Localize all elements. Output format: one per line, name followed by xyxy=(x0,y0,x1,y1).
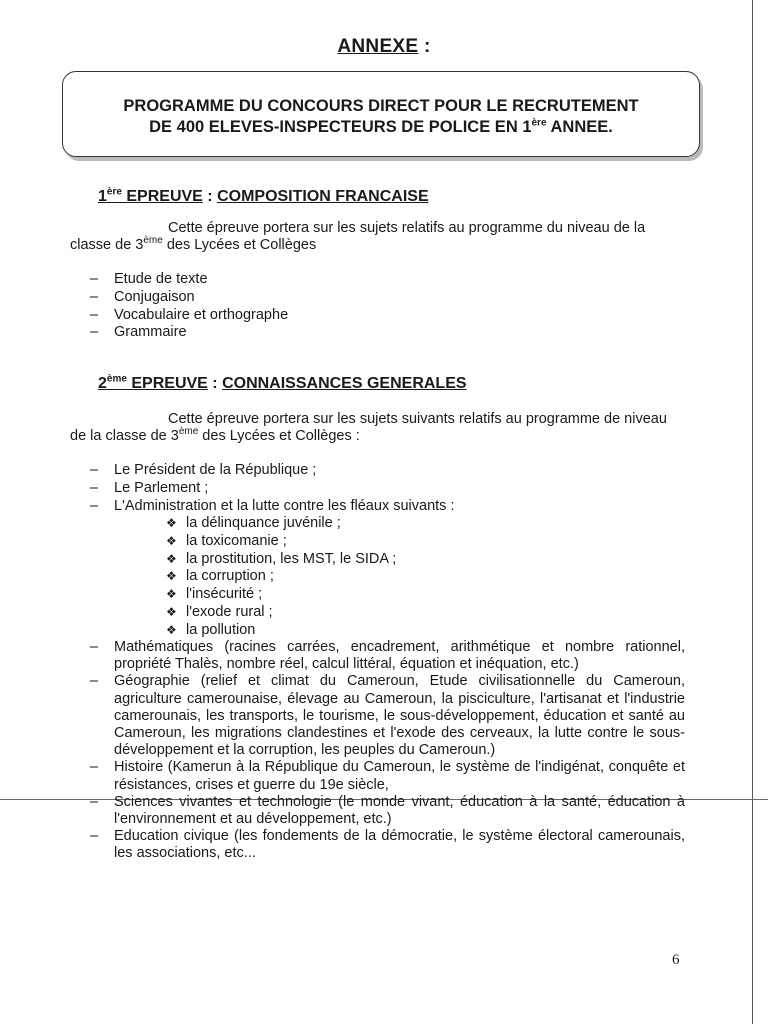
list-item: ❖ la corruption ; xyxy=(166,568,274,585)
list-item: – Etude de texte xyxy=(90,271,208,287)
list-item: ❖ la pollution xyxy=(166,621,256,638)
list-item: ❖ l'insécurité ; xyxy=(166,586,263,603)
list-item: – Education civique (les fondements de la démocratie, le système électoral camerounais, les associations, etc... xyxy=(90,828,685,862)
section1-intro: Cette épreuve portera sur les sujets relatifs au programme du niveau de la classe de 3ème des Lycées et Collèges xyxy=(70,220,646,253)
program-title: PROGRAMME DU CONCOURS DIRECT POUR LE RECRUTEMENT DE 400 ELEVES-INSPECTEURS DE POLICE EN 1ère ANNEE. xyxy=(123,97,639,136)
diamond-bullet-icon: ❖ xyxy=(166,622,177,637)
list-item: – Grammaire xyxy=(90,324,187,341)
list-item: – Histoire (Kamerun à la République du Cameroun, le système de l'indigénat, conquête et résistances, crises et guerre du 19e siècle, xyxy=(90,759,685,793)
diamond-bullet-icon: ❖ xyxy=(166,604,177,619)
list-item: – Mathématiques (racines carrées, encadrement, arithmétique et nombre rationnel, propriété Thalès, nombre réel, calcul littéral, équation et inéquation, etc.) xyxy=(90,639,685,673)
diamond-bullet-icon: ❖ xyxy=(166,533,177,548)
list-item: ❖ la prostitution, les MST, le SIDA ; xyxy=(166,550,397,567)
scan-edge-line xyxy=(752,0,753,1024)
fleaux-list xyxy=(166,515,396,640)
diamond-bullet-icon: ❖ xyxy=(166,587,177,602)
section2-title: 2ème EPREUVE : CONNAISSANCES GENERALES xyxy=(98,373,467,392)
diamond-bullet-icon: ❖ xyxy=(166,551,177,566)
annexe-heading: ANNEXE : xyxy=(337,36,431,57)
list-item: ❖ la délinquance juvénile ; xyxy=(166,515,341,531)
section2-intro: Cette épreuve portera sur les sujets suivants relatifs au programme de niveau de la classe de 3ème des Lycées et Collèges : xyxy=(70,411,667,444)
list-item: – Vocabulaire et orthographe xyxy=(90,306,289,323)
list-item: ❖ la toxicomanie ; xyxy=(166,532,287,549)
subjects-list xyxy=(90,639,685,863)
list-item: – Le Président de la République ; xyxy=(90,462,317,478)
list-item: – L'Administration et la lutte contre les fléaux suivants : xyxy=(90,497,455,514)
section2-list xyxy=(90,462,690,515)
diamond-bullet-icon: ❖ xyxy=(166,516,177,530)
section1-title: 1ère EPREUVE : COMPOSITION FRANCAISE xyxy=(98,186,429,205)
page-number: 6 xyxy=(672,952,680,968)
section1-list xyxy=(90,271,690,342)
list-item: – Sciences vivantes et technologie (le monde vivant, éducation à la santé, éducation à l'environnement et au développement, etc.) xyxy=(90,793,685,828)
diamond-bullet-icon: ❖ xyxy=(166,569,177,584)
list-item: – Conjugaison xyxy=(90,288,195,305)
list-item: – Le Parlement ; xyxy=(90,479,209,496)
list-item: ❖ l'exode rural ; xyxy=(166,603,273,620)
list-item: – Géographie (relief et climat du Cameroun, Etude civilisationnelle du Cameroun, agriculture camerounaise, élevage au Cameroun, la pisciculture, l'artisanat et l'industrie camerounais, les transports, le tourisme, le sous-développement, éducation et santé au Cameroun, les migrations clandestines et l'exode des cerveaux, la lutte contre le sous-développement et la corruption, les peuples du Cameroun.) xyxy=(90,673,685,759)
